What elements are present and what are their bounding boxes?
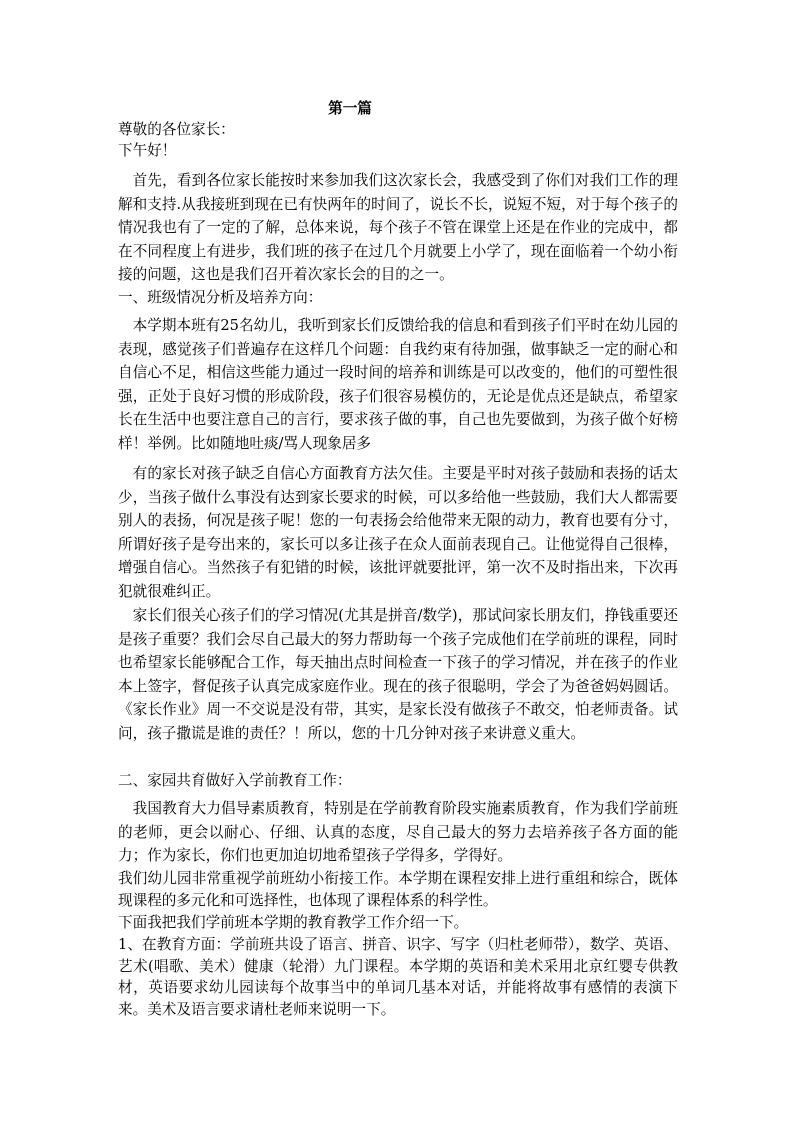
greeting-block — [118, 119, 678, 161]
paragraph-6-text: 我们幼儿园非常重视学前班幼小衔接工作。本学期在课程安排上进行重组和综合，既体现课程的多元化和可选择性，也体现了课程体系的科学性。 — [118, 870, 678, 909]
paragraph-1 — [118, 169, 678, 287]
greeting-line: 尊敬的各位家长： — [118, 121, 235, 138]
paragraph-7-text: 下面我把我们学前班本学期的教育教学工作介绍一下。 — [118, 914, 469, 931]
heading-2-text: 二、家园共育做好入学前教育工作： — [118, 772, 352, 789]
paragraph-8 — [118, 934, 678, 1020]
page-title: 第一篇 — [328, 100, 372, 117]
heading-1 — [118, 287, 678, 308]
paragraph-5-text: 我国教育大力倡导素质教育，特别是在学前教育阶段实施素质教育，作为我们学前班的老师，更会以耐心、仔细、认真的态度，尽自己最大的努力去培养孩子各方面的能力；作为家长，你们也更加迫切地希望孩子学得多，学得好。 — [118, 800, 678, 864]
paragraph-5 — [118, 797, 678, 868]
paragraph-2 — [118, 314, 678, 455]
paragraph-8-text: 1、在教育方面：学前班共设了语言、拼音、识字、写字（归杜老师带），数学、英语、艺术(唱歌、美术）健康（轮滑）九门课程。本学期的英语和美术采用北京红婴专供教材，英语要求幼儿园读每个故事当中的单词几基本对话，并能将故事有感情的表演下来。美术及语言要求请杜老师来说明一下。 — [118, 936, 678, 1018]
heading-2 — [118, 770, 678, 791]
paragraph-1-text: 首先，看到各位家长能按时来参加我们这次家长会，我感受到了你们对我们工作的理解和支持.从我接班到现在已有快两年的时间了，说长不长，说短不短，对于每个孩子的情况我也有了一定的了解，总体来说，每个孩子不管在课堂上还是在作业的完成中，都在不同程度上有进步，我们班的孩子在过几个月就要上小学了，现在面临着一个幼小衔接的问题，这也是我们召开着次家长会的目的之一。 — [118, 172, 678, 283]
paragraph-4-text: 家长们很关心孩子们的学习情况(尤其是拼音/数学)，那试问家长朋友们，挣钱重要还是孩子重要？我们会尽自己最大的努力帮助每一个孩子完成他们在学前班的课程，同时也希望家长能够配合工作，每天抽出点时间检查一下孩子的学习情况，并在孩子的作业本上签字，督促孩子认真完成家庭作业。现在的孩子很聪明，学会了为爸爸妈妈圆话。《家长作业》周一不交说是没有带，其实，是家长没有做孩子不敢交，怕老师责备。试问，孩子撒谎是谁的责任？！所以，您的十几分钟对孩子来讲意义重大。 — [118, 607, 678, 742]
afternoon-line: 下午好！ — [118, 142, 177, 159]
paragraph-4 — [118, 604, 678, 745]
paragraph-7 — [118, 912, 678, 933]
paragraph-3-text: 有的家长对孩子缺乏自信心方面教育方法欠佳。主要是平时对孩子鼓励和表扬的话太少，当孩子做什么事没有达到家长要求的时候，可以多给他一些鼓励，我们大人都需要别人的表扬，何况是孩子呢！您的一句表扬会给他带来无限的动力，教育也要有分寸，所谓好孩子是夸出来的，家长可以多让孩子在众人面前表现自己。让他觉得自己很棒，增强自信心。当然孩子有犯错的时候，该批评就要批评，第一次不及时指出来，下次再犯就很难纠正。 — [118, 465, 678, 600]
heading-1-text: 一、班级情况分析及培养方向： — [118, 289, 323, 306]
paragraph-3 — [118, 462, 678, 603]
paragraph-6 — [118, 868, 678, 911]
paragraph-2-text: 本学期本班有25名幼儿，我听到家长们反馈给我的信息和看到孩子们平时在幼儿园的表现，感觉孩子们普遍存在这样几个问题：自我约束有待加强，做事缺乏一定的耐心和自信心不足，相信这些能力通过一段时间的培养和训练是可以改变的，他们的可塑性很强，正处于良好习惯的形成阶段，孩子们很容易模仿的，无论是优点还是缺点，希望家长在生活中也要注意自己的言行，要求孩子做的事，自己也先要做到，为孩子做个好榜样！举例。比如随地吐痰/骂人现象居多 — [118, 317, 678, 452]
